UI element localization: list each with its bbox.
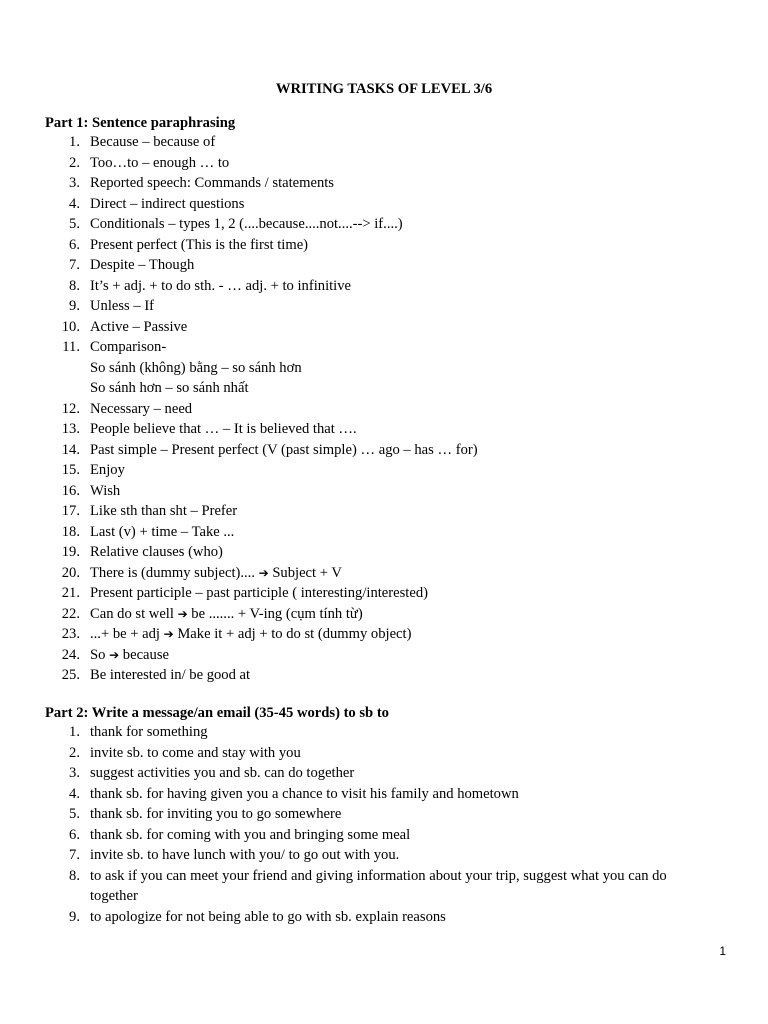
item-number: 6. — [69, 236, 80, 253]
item-number: 7. — [69, 847, 80, 863]
list-item — [0, 440, 768, 461]
list-item — [0, 763, 768, 784]
list-item — [0, 214, 768, 235]
item-text: Too…to – enough … to — [90, 154, 230, 171]
item-text: It’s + adj. + to do sth. - … adj. + to infinitive — [90, 277, 352, 294]
item-number: 22. — [61, 605, 80, 622]
item-text: Unless – If — [90, 298, 155, 314]
item-text: Like sth than sht – Prefer — [90, 503, 238, 519]
item-text: thank sb. for inviting you to go somewhere — [90, 806, 342, 822]
item-text: Direct – indirect questions — [90, 195, 245, 212]
item-number: 16. — [61, 482, 80, 499]
list-item — [0, 132, 768, 153]
arrow-right-icon: ➔ — [163, 627, 174, 641]
item-line: together — [90, 888, 138, 904]
item-text: Present perfect (This is the first time) — [90, 236, 309, 253]
item-number: 7. — [69, 257, 80, 273]
item-number: 5. — [69, 806, 80, 822]
item-text: Wish — [90, 482, 121, 499]
item-text: People believe that … – It is believed that …. — [90, 421, 357, 437]
item-text: suggest activities you and sb. can do together — [90, 765, 355, 781]
item-text-before: So — [90, 646, 106, 663]
list-item — [0, 907, 768, 928]
list-item — [0, 804, 768, 825]
item-number: 9. — [69, 908, 80, 925]
list-item — [0, 460, 768, 481]
item-text — [90, 645, 700, 666]
item-number: 23. — [61, 626, 80, 642]
arrow-right-icon: ➔ — [177, 606, 188, 621]
item-number: 2. — [69, 154, 80, 171]
item-text: Past simple – Present perfect (V (past simple) … ago – has … for) — [90, 441, 478, 458]
list-item — [0, 153, 768, 174]
item-text: Conditionals – types 1, 2 (....because....not....--> if....) — [90, 216, 403, 232]
item-number: 5. — [69, 216, 80, 232]
list-item — [0, 743, 768, 764]
list-item — [0, 784, 768, 805]
item-text — [90, 337, 700, 399]
item-text: Present participle – past participle ( interesting/interested) — [90, 585, 428, 601]
item-text: Necessary – need — [90, 400, 193, 417]
item-number: 8. — [69, 867, 80, 884]
item-text-before: Can do st well — [90, 605, 174, 622]
item-number: 1. — [69, 724, 80, 740]
item-number: 20. — [61, 564, 80, 581]
document-title: WRITING TASKS OF LEVEL 3/6 — [275, 81, 493, 97]
arrow-right-icon: ➔ — [109, 647, 120, 662]
item-text — [90, 604, 700, 625]
list-item — [0, 501, 768, 522]
item-number: 9. — [69, 298, 80, 314]
item-text: Because – because of — [90, 134, 216, 150]
list-item — [0, 522, 768, 543]
item-line: Comparison- — [90, 339, 167, 355]
item-number: 21. — [61, 585, 80, 601]
item-text: Be interested in/ be good at — [90, 667, 251, 683]
list-item — [0, 255, 768, 276]
item-text: invite sb. to have lunch with you/ to go out with you. — [90, 847, 400, 863]
item-number: 2. — [69, 744, 80, 761]
item-text — [90, 624, 700, 645]
list-item — [0, 645, 768, 666]
item-text: Despite – Though — [90, 257, 195, 273]
list-item — [0, 866, 768, 907]
item-number: 4. — [69, 195, 80, 212]
list-item — [0, 563, 768, 584]
list-item — [0, 317, 768, 338]
page-number: 1 — [719, 944, 726, 958]
list-item — [0, 542, 768, 563]
item-text-before: There is (dummy subject).... — [90, 564, 255, 581]
item-number: 6. — [69, 826, 80, 843]
item-text — [90, 563, 700, 584]
item-number: 15. — [61, 462, 80, 478]
item-number: 10. — [61, 318, 80, 335]
item-number: 12. — [61, 400, 80, 417]
list-item — [0, 235, 768, 256]
item-text: Last (v) + time – Take ... — [90, 523, 235, 540]
item-text: to apologize for not being able to go with sb. explain reasons — [90, 908, 446, 925]
item-text-after: be ....... + V-ing (cụm tính từ) — [187, 605, 363, 622]
item-text — [90, 866, 700, 907]
item-number: 11. — [62, 339, 80, 355]
item-number: 14. — [61, 441, 80, 458]
list-item — [0, 337, 768, 399]
item-text: thank sb. for having given you a chance to visit his family and hometown — [90, 785, 519, 802]
item-text: Reported speech: Commands / statements — [90, 175, 334, 191]
item-line: to ask if you can meet your friend and giving information about your trip, suggest what you can do — [90, 867, 667, 884]
item-number: 18. — [61, 523, 80, 540]
item-text-after: Make it + adj + to do st (dummy object) — [173, 626, 412, 642]
list-item — [0, 604, 768, 625]
part2-heading: Part 2: Write a message/an email (35-45 words) to sb to — [45, 705, 389, 721]
item-text: Relative clauses (who) — [90, 544, 223, 560]
list-item — [0, 276, 768, 297]
list-item — [0, 419, 768, 440]
list-item — [0, 825, 768, 846]
item-number: 17. — [61, 503, 80, 519]
part2-list — [0, 722, 768, 927]
item-number: 3. — [69, 765, 80, 781]
list-item — [0, 399, 768, 420]
item-text: Enjoy — [90, 462, 125, 478]
list-item — [0, 194, 768, 215]
list-item — [0, 665, 768, 686]
list-item — [0, 173, 768, 194]
list-item — [0, 583, 768, 604]
item-number: 13. — [61, 421, 80, 437]
item-number: 24. — [61, 646, 80, 663]
item-number: 25. — [61, 667, 80, 683]
list-item — [0, 722, 768, 743]
item-number: 19. — [61, 544, 80, 560]
item-text: thank sb. for coming with you and bringing some meal — [90, 826, 411, 843]
item-line: So sánh hơn – so sánh nhất — [90, 380, 249, 396]
list-item — [0, 481, 768, 502]
item-text-before: ...+ be + adj — [90, 626, 160, 642]
part1-list — [0, 132, 768, 686]
item-text: Active – Passive — [90, 318, 188, 335]
item-number: 4. — [69, 785, 80, 802]
item-text-after: Subject + V — [268, 564, 342, 581]
list-item — [0, 296, 768, 317]
item-number: 3. — [69, 175, 80, 191]
item-number: 1. — [69, 134, 80, 150]
item-text-after: because — [119, 646, 169, 663]
item-line: So sánh (không) bằng – so sánh hơn — [90, 359, 302, 376]
item-text: invite sb. to come and stay with you — [90, 744, 301, 761]
item-text: thank for something — [90, 724, 208, 740]
part1-heading: Part 1: Sentence paraphrasing — [45, 115, 236, 131]
arrow-right-icon: ➔ — [258, 565, 269, 580]
list-item — [0, 624, 768, 645]
item-number: 8. — [69, 277, 80, 294]
list-item — [0, 845, 768, 866]
